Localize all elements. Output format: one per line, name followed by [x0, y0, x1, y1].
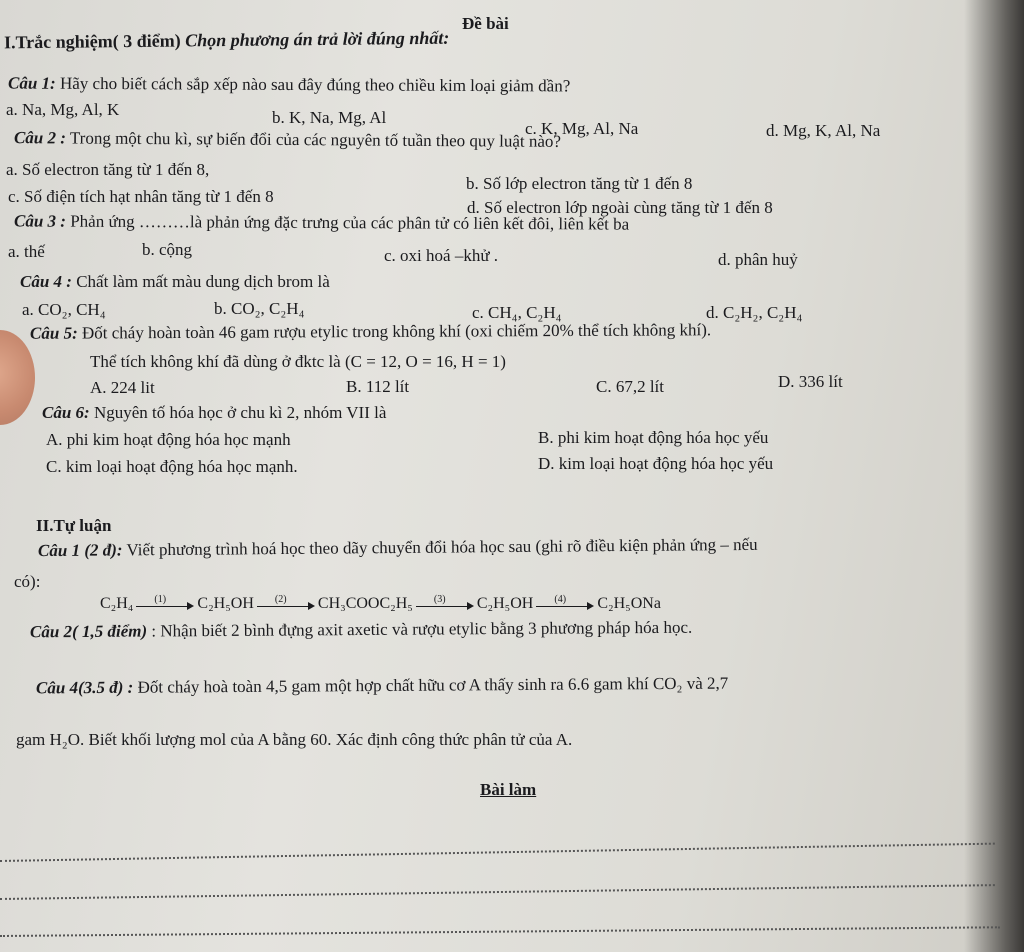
q3-stem: Câu 3 : Phản ứng ………là phản ứng đặc trưng của các phân tử có liên kết đôi, liên kết ba [13, 211, 630, 234]
chain-compound: C₂H₅OH [197, 595, 254, 612]
section2-heading: II.Tự luận [36, 516, 112, 535]
q2-option-a: a. Số electron tăng từ 1 đến 8, [6, 160, 210, 179]
essay1-stem-2: có): [14, 572, 41, 591]
background-shadow [964, 0, 1024, 952]
q5-option-d: D. 336 lít [778, 372, 843, 391]
q5-stem: Câu 5: Đốt cháy hoàn toàn 46 gam rượu etylic trong không khí (oxi chiếm 20% thể tích không khí). [29, 320, 712, 343]
q2-option-c: c. Số điện tích hạt nhân tăng từ 1 đến 8 [8, 187, 274, 206]
q3-option-a: a. thế [8, 242, 45, 261]
chain-compound: C₂H₅ONa [597, 595, 661, 612]
q6-stem: Câu 6: Nguyên tố hóa học ở chu kì 2, nhóm VII là [42, 403, 387, 422]
q2-option-d: d. Số electron lớp ngoài cùng tăng từ 1 đến 8 [467, 198, 773, 217]
q5-option-a: A. 224 lit [90, 378, 155, 397]
arrow-icon: (2) [257, 598, 315, 610]
arrow-icon: (1) [136, 598, 194, 610]
q6-option-d: D. kim loại hoạt động hóa học yếu [538, 454, 774, 473]
q1-option-c: c. K, Mg, Al, Na [525, 119, 639, 138]
q1-option-a: a. Na, Mg, Al, K [6, 100, 120, 119]
q4-option-b: b. CO₂, C₂H₄ [214, 299, 305, 318]
essay1-stem: Câu 1 (2 đ): Viết phương trình hoá học theo dãy chuyển đổi hóa học sau (ghi rõ điều kiện phản ứng – nếu [37, 534, 758, 561]
arrow-icon: (3) [416, 598, 474, 610]
q4-option-a: a. CO₂, CH₄ [22, 300, 106, 319]
answer-line [0, 884, 995, 900]
essay4-stem: Câu 4(3.5 đ) : Đốt cháy hoà toàn 4,5 gam một hợp chất hữu cơ A thấy sinh ra 6.6 gam khí CO₂ và 2,7 [35, 673, 729, 698]
q5-stem-2: Thể tích không khí đã dùng ở đktc là (C = 12, O = 16, H = 1) [90, 352, 506, 371]
q2-option-b: b. Số lớp electron tăng từ 1 đến 8 [466, 174, 693, 193]
q1-option-b: b. K, Na, Mg, Al [272, 108, 387, 127]
essay2-stem: Câu 2( 1,5 điểm) : Nhận biết 2 bình đựng axit axetic và rượu etylic bằng 3 phương pháp hóa học. [29, 617, 693, 642]
answer-line [0, 926, 1000, 937]
q3-option-c: c. oxi hoá –khử . [384, 246, 499, 265]
chain-compound: C₂H₄ [100, 595, 134, 612]
q6-option-a: A. phi kim hoạt động hóa học mạnh [46, 430, 291, 449]
q2-stem: Câu 2 : Trong một chu kì, sự biến đổi của các nguyên tố tuần theo quy luật nào? [13, 128, 562, 151]
q6-option-c: C. kim loại hoạt động hóa học mạnh. [46, 457, 298, 476]
q3-option-b: b. cộng [142, 240, 193, 259]
answer-line [0, 843, 995, 862]
q1-option-d: d. Mg, K, Al, Na [766, 121, 881, 140]
reaction-chain [100, 594, 661, 614]
work-heading: Bài làm [480, 780, 537, 799]
chain-compound: CH₃COOC₂H₅ [317, 595, 413, 612]
essay4-stem-2: gam H₂O. Biết khối lượng mol của A bằng 60. Xác định công thức phân tử của A. [16, 730, 573, 749]
q4-option-c: c. CH₄, C₂H₄ [472, 303, 562, 322]
section1-heading: I.Trắc nghiệm( 3 điểm) Chọn phương án trả lời đúng nhất: [3, 27, 450, 53]
q1-stem: Câu 1: Hãy cho biết cách sắp xếp nào sau đây đúng theo chiều kim loại giảm dần? [7, 73, 571, 96]
doc-title: Đề bài [462, 14, 509, 33]
q4-stem: Câu 4 : Chất làm mất màu dung dịch brom là [20, 272, 330, 291]
q6-option-b: B. phi kim hoạt động hóa học yếu [538, 428, 769, 447]
q5-option-b: B. 112 lít [346, 377, 410, 396]
q4-option-d: d. C₂H₂, C₂H₄ [706, 303, 803, 322]
chain-compound: C₂H₅OH [476, 595, 534, 612]
arrow-icon: (4) [536, 598, 594, 610]
finger-shadow [0, 330, 35, 425]
q5-option-c: C. 67,2 lít [596, 377, 665, 396]
q3-option-d: d. phân huỷ [718, 250, 798, 269]
